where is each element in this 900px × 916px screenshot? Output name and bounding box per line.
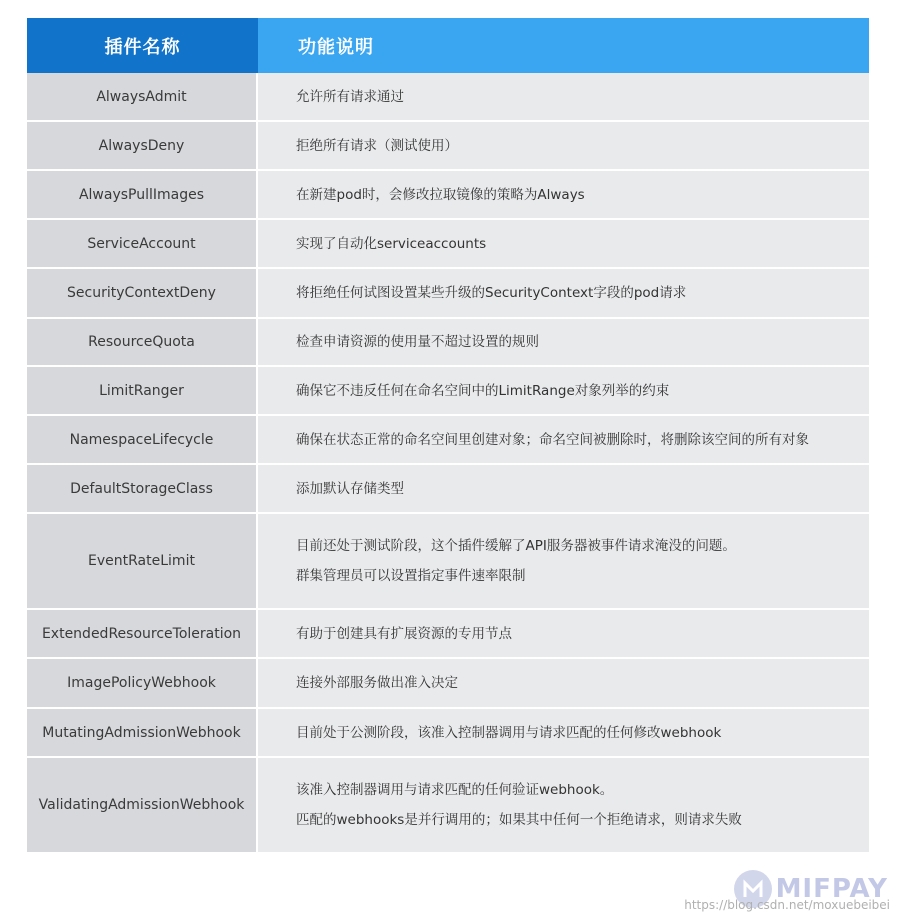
table-body	[27, 73, 869, 854]
table-row	[27, 465, 869, 514]
plugin-name: DefaultStorageClass	[27, 465, 258, 512]
plugin-name: MutatingAdmissionWebhook	[27, 709, 258, 756]
plugin-description	[258, 319, 869, 365]
plugin-description	[258, 465, 869, 512]
plugin-name: ExtendedResourceToleration	[27, 610, 258, 657]
plugin-description	[258, 367, 869, 414]
plugin-name: LimitRanger	[27, 367, 258, 414]
plugin-name: AlwaysPullImages	[27, 171, 258, 218]
table-header	[27, 18, 869, 73]
description-line: 目前处于公测阶段，该准入控制器调用与请求匹配的任何修改webhook	[296, 724, 722, 741]
header-plugin-name: 插件名称	[27, 18, 258, 73]
table-row	[27, 758, 869, 854]
table-row	[27, 367, 869, 416]
description-line: 允许所有请求通过	[296, 88, 404, 105]
plugin-description	[258, 709, 869, 756]
description-line: 连接外部服务做出准入决定	[296, 675, 458, 691]
table-row	[27, 171, 869, 220]
header-description: 功能说明	[258, 18, 869, 73]
plugin-name: EventRateLimit	[27, 514, 258, 608]
watermark-url: https://blog.csdn.net/moxuebeibei	[684, 898, 890, 912]
description-line: 实现了自动化serviceaccounts	[296, 235, 487, 252]
plugin-name: ValidatingAdmissionWebhook	[27, 758, 258, 852]
table-row	[27, 73, 869, 122]
description-line: 该准入控制器调用与请求匹配的任何验证webhook。	[296, 782, 614, 798]
description-line: 匹配的webhooks是并行调用的；如果其中任何一个拒绝请求，则请求失败	[296, 812, 742, 828]
description-line: 添加默认存储类型	[296, 480, 404, 497]
plugin-name: AlwaysAdmit	[27, 73, 258, 120]
watermark-brand: MIFPAY	[775, 874, 888, 904]
table-row	[27, 709, 869, 758]
plugin-description	[258, 610, 869, 657]
description-line: 群集管理员可以设置指定事件速率限制	[296, 568, 526, 584]
plugin-name: ServiceAccount	[27, 220, 258, 267]
plugin-name: AlwaysDeny	[27, 122, 258, 169]
plugin-description	[258, 220, 869, 267]
table-row	[27, 220, 869, 269]
plugin-description	[258, 659, 869, 707]
table-row	[27, 659, 869, 709]
plugin-description	[258, 514, 869, 608]
plugin-name: ImagePolicyWebhook	[27, 659, 258, 707]
description-line: 目前还处于测试阶段，这个插件缓解了API服务器被事件请求淹没的问题。	[296, 538, 736, 554]
description-line: 检查申请资源的使用量不超过设置的规则	[296, 334, 539, 350]
plugin-description	[258, 171, 869, 218]
plugin-description	[258, 416, 869, 463]
description-line: 将拒绝任何试图设置某些升级的SecurityContext字段的pod请求	[296, 285, 687, 301]
table-row	[27, 416, 869, 465]
admission-plugins-table	[27, 18, 869, 854]
description-line: 确保在状态正常的命名空间里创建对象；命名空间被删除时，将删除该空间的所有对象	[296, 431, 809, 448]
plugin-description	[258, 269, 869, 317]
description-line: 有助于创建具有扩展资源的专用节点	[296, 625, 512, 642]
description-line: 在新建pod时，会修改拉取镜像的策略为Always	[296, 186, 585, 203]
table-row	[27, 514, 869, 610]
description-line: 拒绝所有请求（测试使用）	[296, 137, 458, 154]
plugin-description	[258, 73, 869, 120]
table-row	[27, 269, 869, 319]
plugin-name: SecurityContextDeny	[27, 269, 258, 317]
plugin-name: ResourceQuota	[27, 319, 258, 365]
description-line: 确保它不违反任何在命名空间中的LimitRange对象列举的约束	[296, 382, 670, 399]
table-row	[27, 122, 869, 171]
plugin-name: NamespaceLifecycle	[27, 416, 258, 463]
table-row	[27, 610, 869, 659]
plugin-description	[258, 122, 869, 169]
table-row	[27, 319, 869, 367]
plugin-description	[258, 758, 869, 852]
